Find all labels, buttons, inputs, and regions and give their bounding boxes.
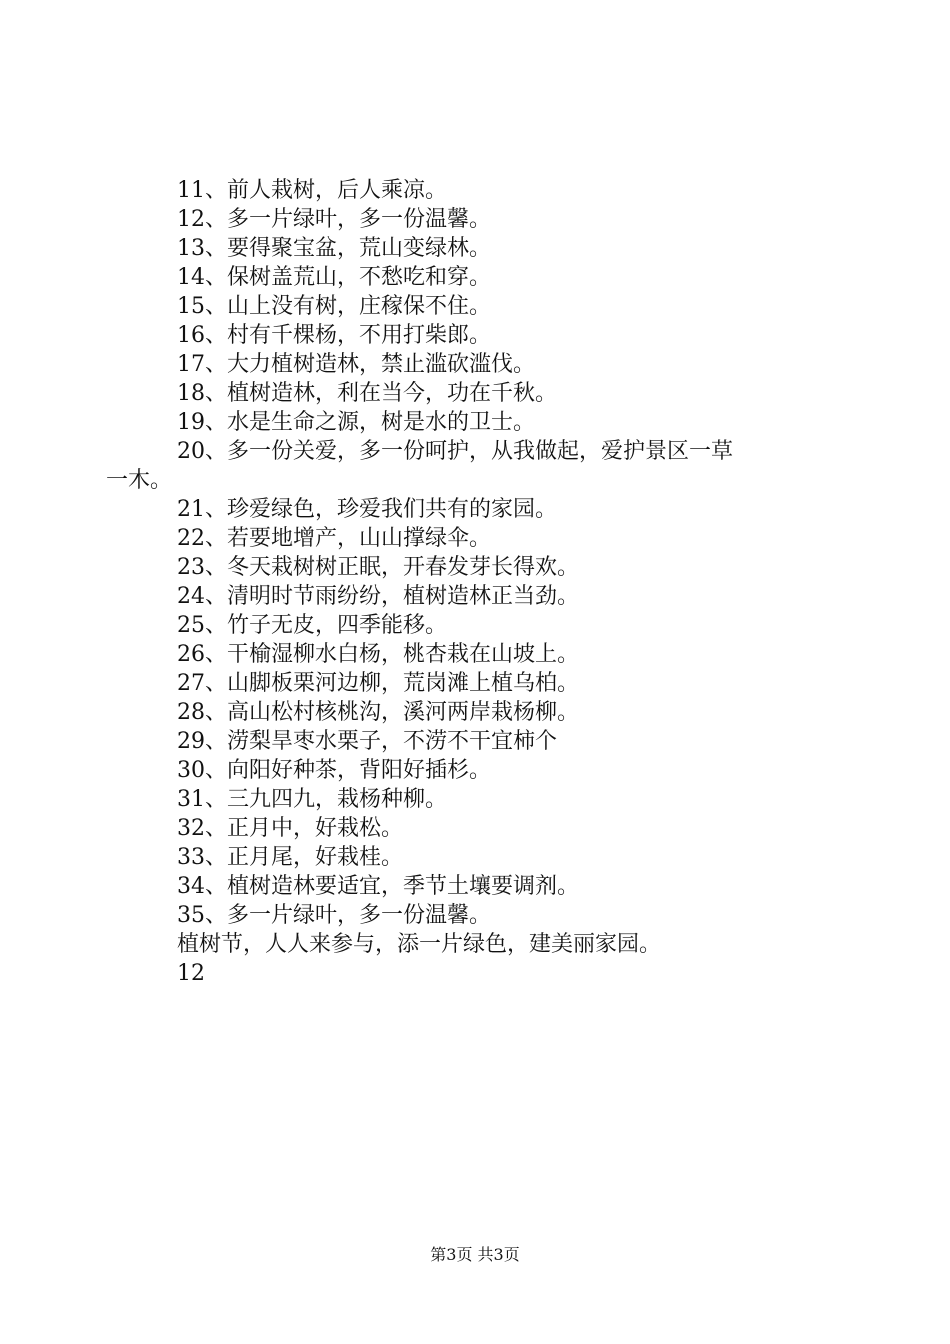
text-line: 12、多一片绿叶，多一份温馨。: [177, 207, 491, 232]
text-line: 24、清明时节雨纷纷，植树造林正当劲。: [177, 584, 579, 609]
text-line: 30、向阳好种茶，背阳好插杉。: [177, 758, 491, 783]
text-line-continuation: 一木。: [106, 468, 173, 493]
document-body: [106, 176, 837, 988]
text-line: 21、珍爱绿色，珍爱我们共有的家园。: [177, 497, 557, 522]
text-line: 34、植树造林要适宜，季节土壤要调剂。: [177, 874, 579, 899]
text-line: 15、山上没有树，庄稼保不住。: [177, 294, 491, 319]
trailing-number: 12: [177, 961, 205, 986]
closing-line: 植树节，人人来参与，添一片绿色，建美丽家园。: [177, 932, 662, 957]
text-line: 32、正月中，好栽松。: [177, 816, 403, 841]
text-line: 35、多一片绿叶，多一份温馨。: [177, 903, 491, 928]
text-line: 18、植树造林，利在当今，功在千秋。: [177, 381, 557, 406]
text-line: 22、若要地增产，山山撑绿伞。: [177, 526, 491, 551]
text-line: 29、涝梨旱枣水栗子，不涝不干宜柿个: [177, 729, 557, 754]
text-line: 16、村有千棵杨，不用打柴郎。: [177, 323, 491, 348]
text-line: 27、山脚板栗河边柳，荒岗滩上植乌柏。: [177, 671, 579, 696]
page-footer: 第3页 共3页: [430, 1245, 520, 1264]
text-line: 20、多一份关爱，多一份呵护，从我做起，爱护景区一草: [177, 439, 733, 464]
text-line: 28、高山松村核桃沟，溪河两岸栽杨柳。: [177, 700, 579, 725]
text-line: 17、大力植树造林，禁止滥砍滥伐。: [177, 352, 535, 377]
text-line: 14、保树盖荒山，不愁吃和穿。: [177, 265, 491, 290]
text-line: 33、正月尾，好栽桂。: [177, 845, 403, 870]
text-line: 11、前人栽树，后人乘凉。: [177, 178, 447, 203]
text-line: 19、水是生命之源，树是水的卫士。: [177, 410, 535, 435]
text-line: 26、干榆湿柳水白杨，桃杏栽在山坡上。: [177, 642, 579, 667]
text-line: 13、要得聚宝盆，荒山变绿林。: [177, 236, 491, 261]
text-line: 23、冬天栽树树正眠，开春发芽长得欢。: [177, 555, 579, 580]
text-line: 31、三九四九，栽杨种柳。: [177, 787, 447, 812]
text-line: 25、竹子无皮，四季能移。: [177, 613, 447, 638]
